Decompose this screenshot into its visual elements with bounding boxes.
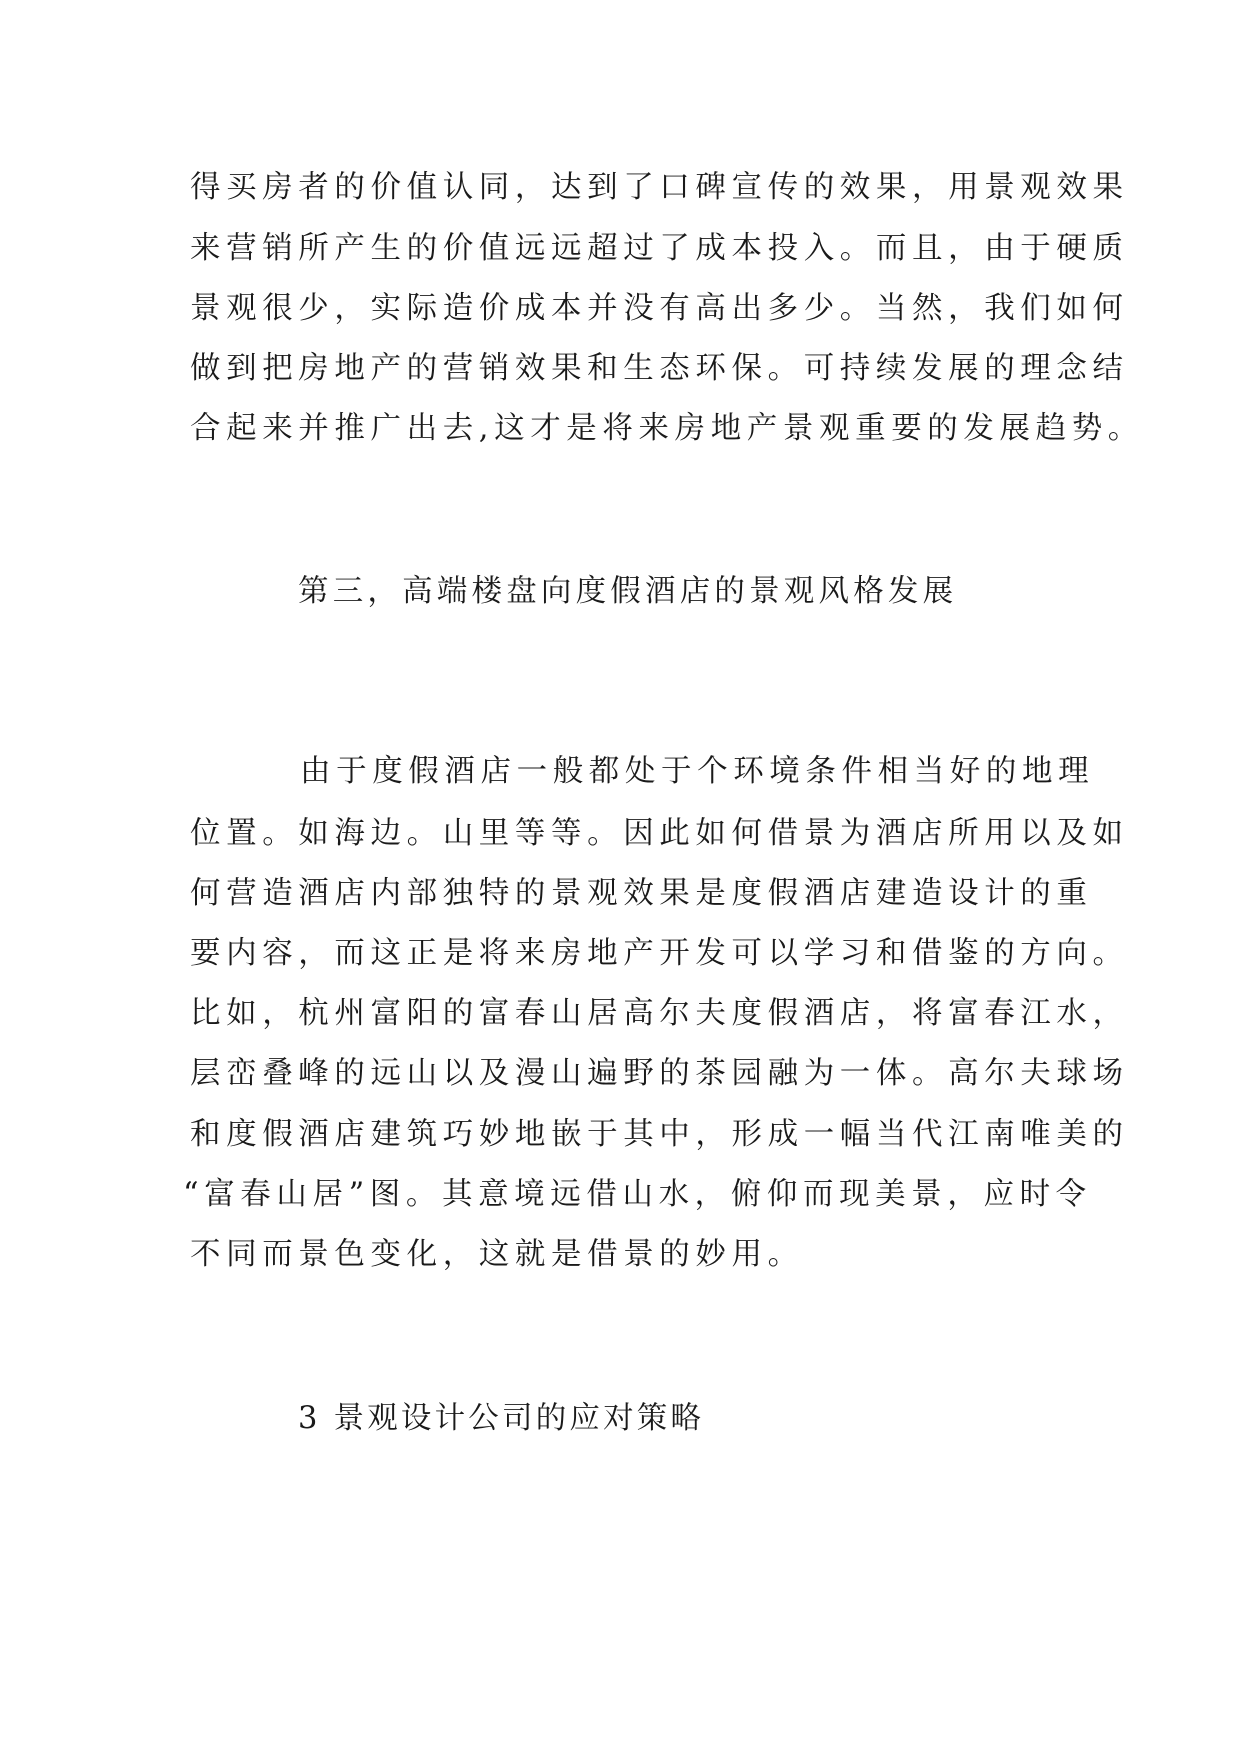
section-heading: 第三，高端楼盘向度假酒店的景观风格发展 xyxy=(298,574,958,609)
paragraph-line: 不同而景色变化，这就是借景的妙用。 xyxy=(190,1237,804,1272)
paragraph-line: 层峦叠峰的远山以及漫山遍野的茶园融为一体。高尔夫球场 xyxy=(190,1056,1129,1091)
paragraph-line: 合起来并推广出去,这才是将来房地产景观重要的发展趋势。 xyxy=(190,411,1144,446)
paragraph-line: 做到把房地产的营销效果和生态环保。可持续发展的理念结 xyxy=(190,351,1129,386)
paragraph-line: “富春山居”图。其意境远借山水，俯仰而现美景，应时令 xyxy=(183,1177,1092,1212)
paragraph-line: 和度假酒店建筑巧妙地嵌于其中，形成一幅当代江南唯美的 xyxy=(190,1117,1129,1152)
paragraph-line: 何营造酒店内部独特的景观效果是度假酒店建造设计的重 xyxy=(190,876,1093,911)
section-heading: 3 景观设计公司的应对策略 xyxy=(298,1401,705,1436)
paragraph-line: 得买房者的价值认同，达到了口碑宣传的效果，用景观效果 xyxy=(190,170,1129,205)
paragraph-line: 景观很少，实际造价成本并没有高出多少。当然，我们如何 xyxy=(190,291,1129,326)
paragraph-line: 来营销所产生的价值远远超过了成本投入。而且，由于硬质 xyxy=(190,231,1129,266)
paragraph-line: 由于度假酒店一般都处于个环境条件相当好的地理 xyxy=(300,754,1095,789)
paragraph-line: 要内容，而这正是将来房地产开发可以学习和借鉴的方向。 xyxy=(190,936,1129,971)
paragraph-line: 比如，杭州富阳的富春山居高尔夫度假酒店，将富春江水， xyxy=(190,996,1129,1031)
paragraph-line: 位置。如海边。山里等等。因此如何借景为酒店所用以及如 xyxy=(190,816,1129,851)
